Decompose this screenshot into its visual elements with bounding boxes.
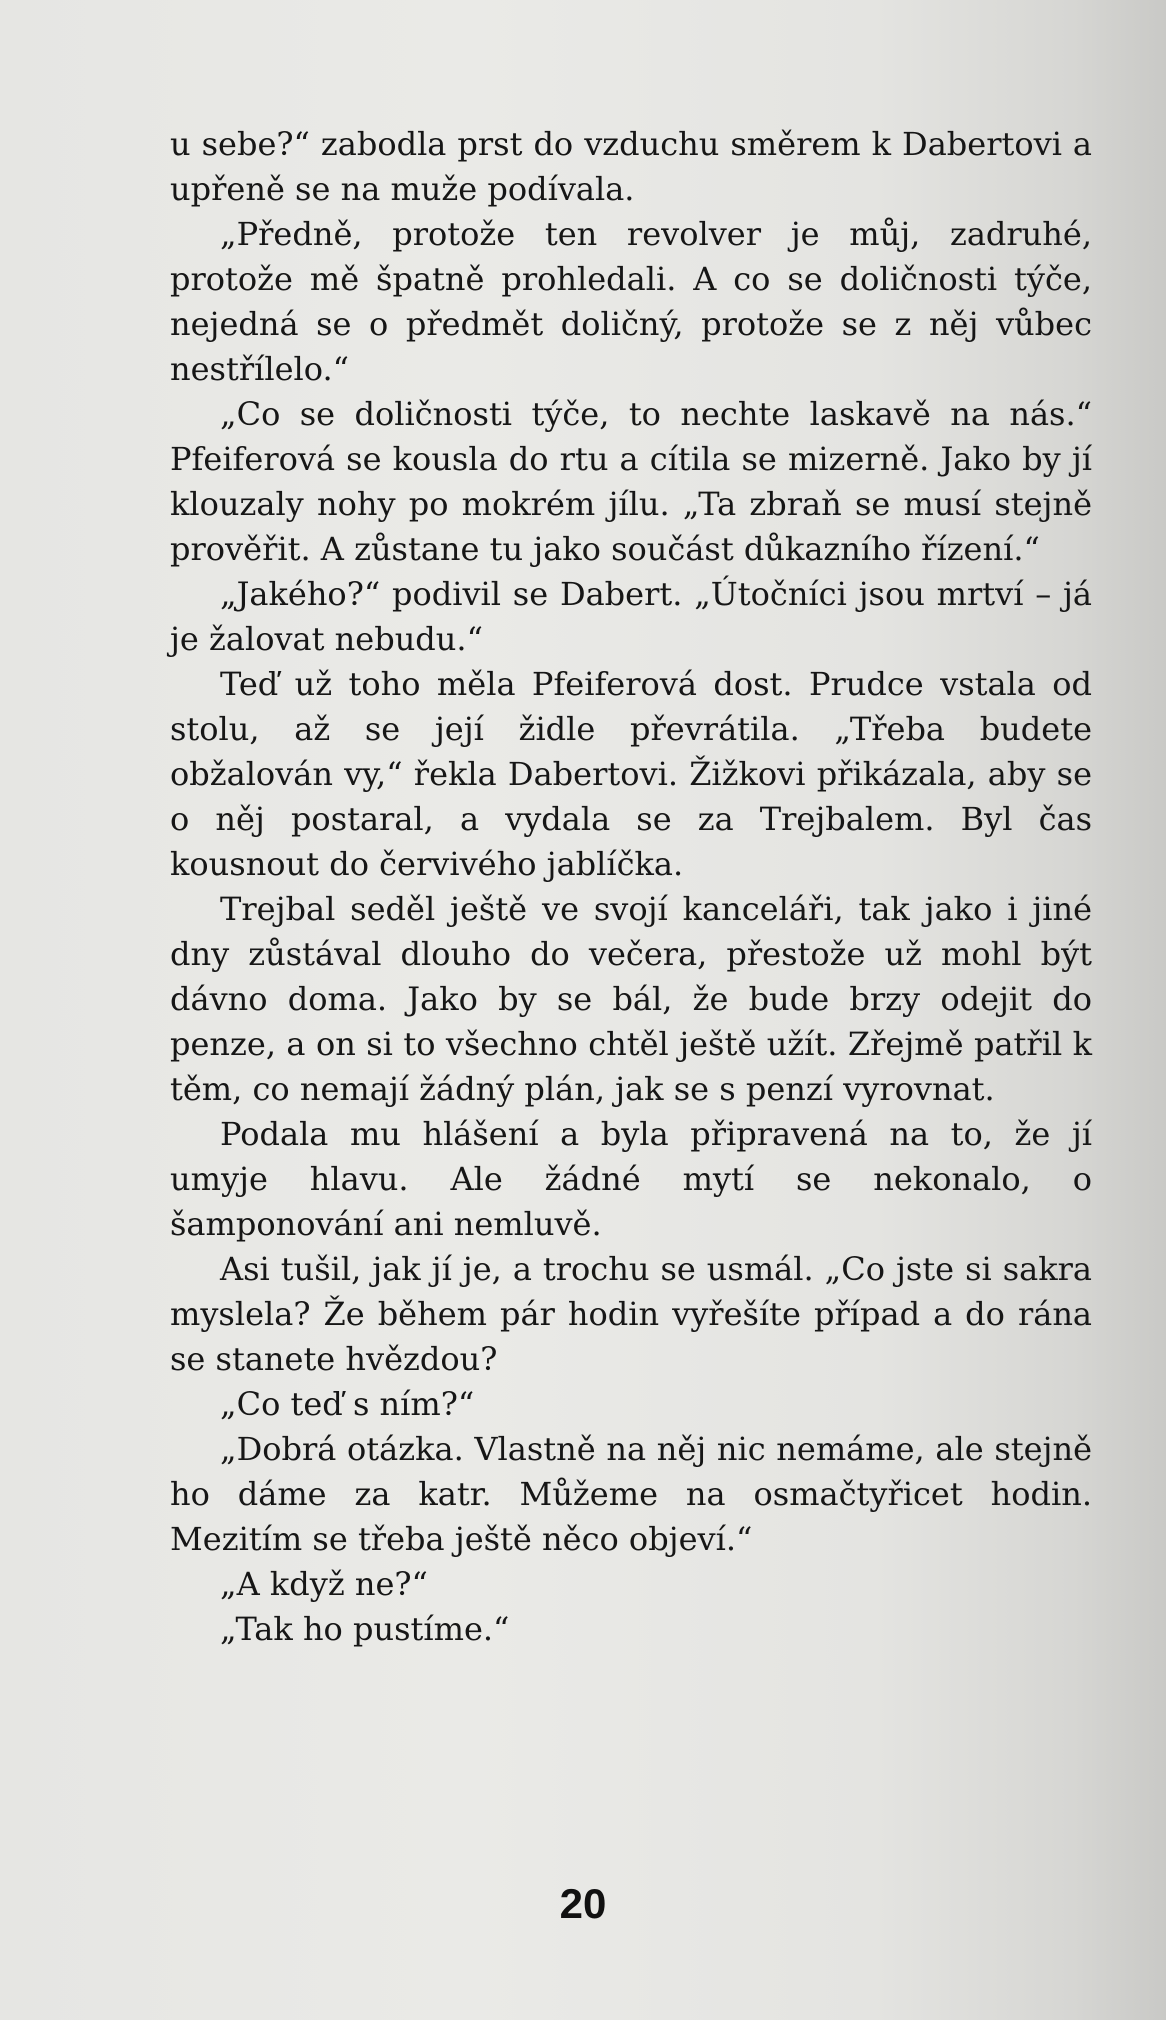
paragraph: „Dobrá otázka. Vlastně na něj nic nemáme, ale stejně ho dáme za katr. Můžeme na osmačtyřicet hodin. Mezitím se třeba ještě něco objeví.“ bbox=[170, 1430, 1092, 1558]
paragraph: Teď už toho měla Pfeiferová dost. Prudce vstala od stolu, až se její židle převrátila. „Třeba budete obžalován vy,“ řekla Dabertovi. Žižkovi přikázala, aby se o něj postaral, a vydala se za Trejbalem. Byl čas kousnout do červivého jablíčka. bbox=[170, 665, 1092, 883]
paragraph: „Předně, protože ten revolver je můj, zadruhé, protože mě špatně prohledali. A co se doličnosti týče, nejedná se o předmět doličný, protože se z něj vůbec nestřílelo.“ bbox=[170, 215, 1092, 388]
paragraph: „Jakého?“ podivil se Dabert. „Útočníci jsou mrtví – já je žalovat nebudu.“ bbox=[170, 575, 1092, 658]
body-text bbox=[170, 122, 1092, 1652]
paragraph: „Co se doličnosti týče, to nechte laskavě na nás.“ Pfeiferová se kousla do rtu a cítila se mizerně. Jako by jí klouzaly nohy po mokrém jílu. „Ta zbraň se musí stejně prověřit. A zůstane tu jako součást důkazního řízení.“ bbox=[170, 395, 1092, 568]
paragraph: Asi tušil, jak jí je, a trochu se usmál. „Co jste si sakra myslela? Že během pár hodin vyřešíte případ a do rána se stanete hvězdou? bbox=[170, 1250, 1092, 1378]
page-number: 20 bbox=[559, 1880, 607, 1927]
paragraph: „Tak ho pustíme.“ bbox=[220, 1610, 510, 1648]
paragraph: „A když ne?“ bbox=[220, 1565, 428, 1603]
paragraph: Podala mu hlášení a byla připravená na to, že jí umyje hlavu. Ale žádné mytí se nekonalo, o šamponování ani nemluvě. bbox=[170, 1115, 1092, 1243]
paragraph: u sebe?“ zabodla prst do vzduchu směrem k Dabertovi a upřeně se na muže podívala. bbox=[170, 125, 1092, 208]
paragraph: „Co teď s ním?“ bbox=[220, 1385, 475, 1423]
paragraph: Trejbal seděl ještě ve svojí kanceláři, tak jako i jiné dny zůstával dlouho do večera, přestože už mohl být dávno doma. Jako by se bál, že bude brzy odejit do penze, a on si to všechno chtěl ještě užít. Zřejmě patřil k těm, co nemají žádný plán, jak se s penzí vyrovnat. bbox=[170, 890, 1092, 1108]
